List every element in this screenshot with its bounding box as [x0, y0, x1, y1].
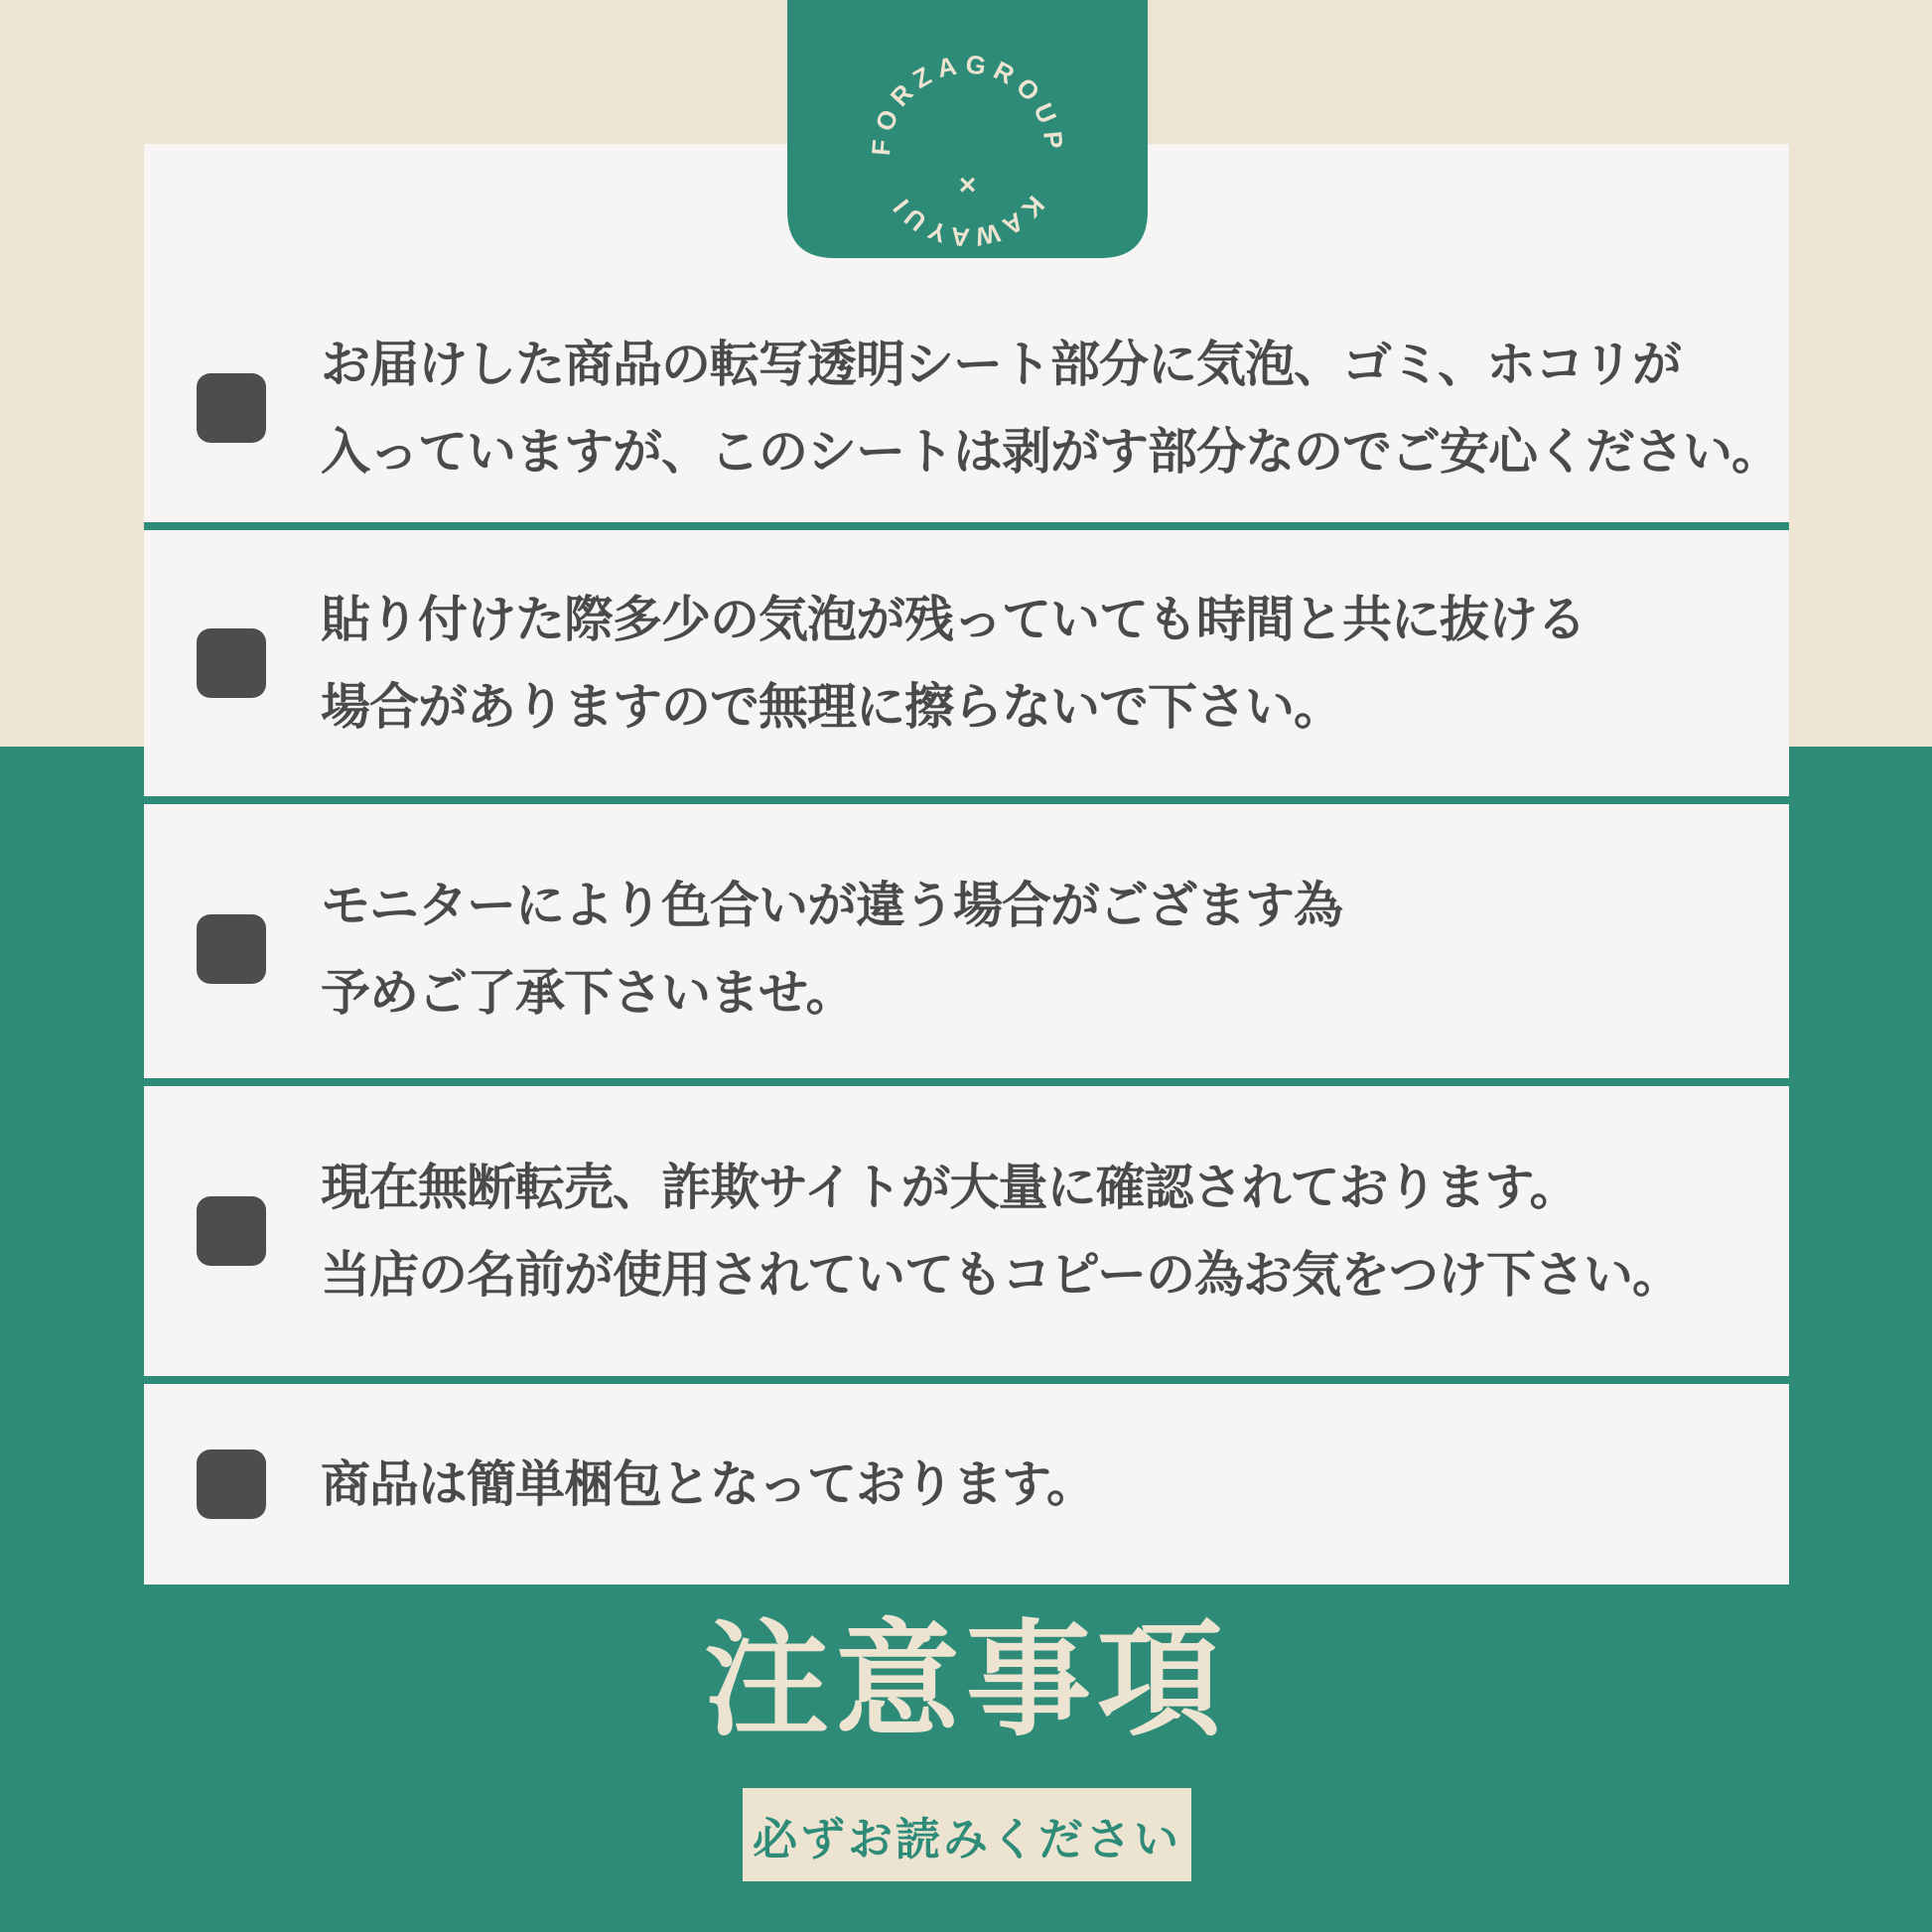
brand-logo-tab — [787, 0, 1148, 258]
divider-line — [144, 796, 1789, 804]
notice-line: 貼り付けた際多少の気泡が残っていても時間と共に抜ける — [321, 592, 1586, 647]
brand-name-bottom: KAWAYUI — [884, 190, 1051, 253]
notice-line: 予めご了承下さいませ。 — [321, 965, 855, 1021]
notice-text-2 — [321, 576, 1586, 751]
brand-name-top: FORZAGROUP — [865, 49, 1070, 157]
notice-text-4 — [321, 1144, 1681, 1318]
notice-line: 入っていますが、このシートは剥がす部分なのでご安心ください。 — [321, 423, 1780, 480]
notice-item-2 — [144, 530, 1789, 796]
notice-line: お届けした商品の転写透明シート部分に気泡、ゴミ、ホコリが — [321, 336, 1681, 392]
notice-line: モニターにより色合いが違う場合がござます為 — [321, 878, 1342, 933]
footer-title: 注意事項 — [704, 1610, 1228, 1750]
read-me-badge — [743, 1788, 1191, 1881]
cross-icon: × — [958, 169, 977, 202]
logo-tab-shape — [787, 0, 1148, 258]
notice-line: 当店の名前が使用されていてもコピーの為お気をつけ下さい。 — [321, 1247, 1681, 1303]
notice-item-5 — [144, 1384, 1789, 1585]
checkbox-square-icon — [197, 373, 266, 443]
checkbox-square-icon — [197, 628, 266, 698]
notice-line: 場合がありますので無理に擦らないで下さい。 — [321, 679, 1342, 735]
notice-text-5 — [321, 1441, 1095, 1528]
checkbox-square-icon — [197, 914, 266, 984]
notice-line: 現在無断転売、詐欺サイトが大量に確認されております。 — [321, 1160, 1579, 1215]
divider-line — [144, 522, 1789, 530]
divider-line — [144, 1376, 1789, 1384]
notice-line: 商品は簡単梱包となっております。 — [321, 1456, 1095, 1512]
notice-text-1 — [321, 321, 1780, 495]
notice-text-3 — [321, 862, 1342, 1036]
divider-line — [144, 1078, 1789, 1086]
checkbox-square-icon — [197, 1196, 266, 1266]
read-me-badge-label: 必ずお読みください — [752, 1813, 1181, 1864]
notice-item-3 — [144, 804, 1789, 1078]
notice-card — [144, 144, 1789, 1585]
notice-item-4 — [144, 1086, 1789, 1376]
checkbox-square-icon — [197, 1449, 266, 1519]
